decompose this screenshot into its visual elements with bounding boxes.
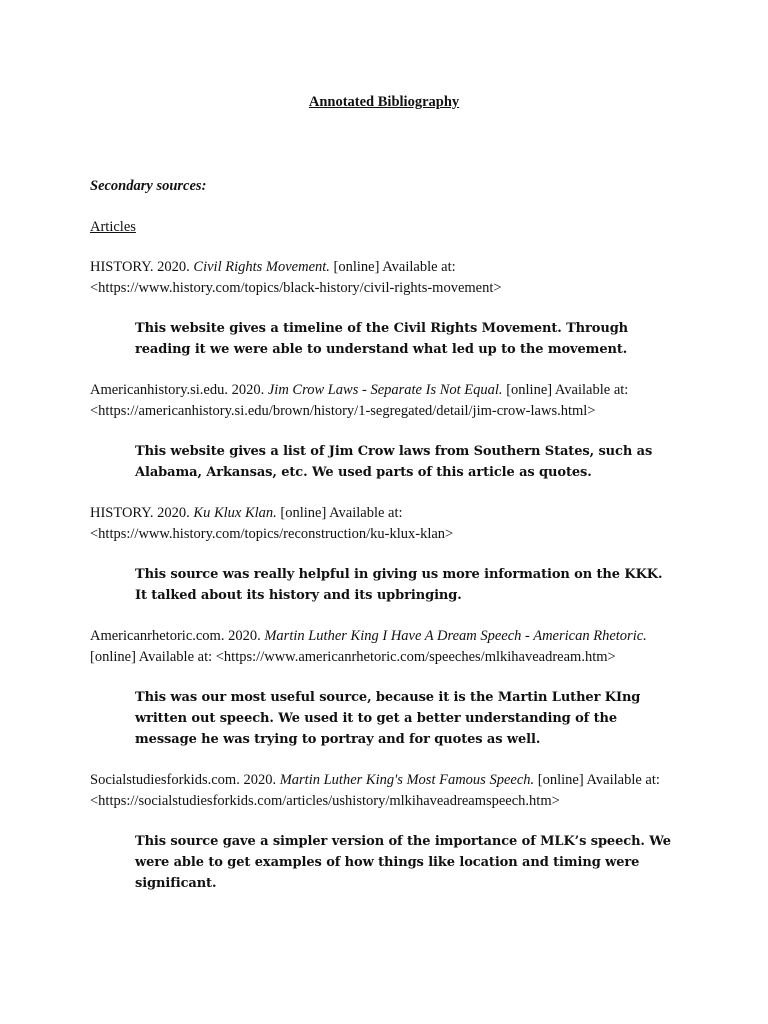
annotation: This was our most useful source, because it is the Martin Luther KIng written out speech. We used it to get a better understanding of the message he was trying to portray and for quotes as well. bbox=[135, 690, 641, 747]
citation-title: Jim Crow Laws - Separate Is Not Equal. bbox=[267, 382, 503, 398]
citation-source: HISTORY. 2020. bbox=[90, 505, 194, 521]
citation-availability: [online] Available at: <https://www.history.com/topics/reconstruction/ku-klux-klan> bbox=[90, 505, 454, 542]
citation-availability: [online] Available at: <https://socialstudiesforkids.com/articles/ushistory/mlkihaveadreamspeech.htm> bbox=[90, 772, 660, 809]
citation-title: Martin Luther King I Have A Dream Speech - American Rhetoric. bbox=[264, 628, 647, 644]
citation-source: Americanhistory.si.edu. 2020. bbox=[90, 382, 268, 398]
subheading-articles: Articles bbox=[90, 219, 136, 235]
annotation: This source was really helpful in giving us more information on the KKK. It talked about its history and its upbringing. bbox=[135, 567, 663, 603]
citation-availability: [online] Available at: <https://www.americanrhetoric.com/speeches/mlkihaveadream.htm> bbox=[90, 649, 616, 665]
bibliography-entries bbox=[90, 257, 678, 894]
bibliography-entry bbox=[90, 626, 678, 750]
document-title: Annotated Bibliography bbox=[308, 94, 460, 110]
annotation: This website gives a list of Jim Crow laws from Southern States, such as Alabama, Arkansas, etc. We used parts of this article as quotes. bbox=[135, 444, 653, 480]
annotation: This source gave a simpler version of the importance of MLK’s speech. We were able to get examples of how things like location and timing were significant. bbox=[135, 834, 671, 891]
bibliography-entry bbox=[90, 380, 678, 483]
citation-availability: [online] Available at: <https://americanhistory.si.edu/brown/history/1-segregated/detail/jim-crow-laws.html> bbox=[90, 382, 629, 419]
citation bbox=[90, 257, 678, 299]
citation-source: HISTORY. 2020. bbox=[90, 259, 194, 275]
citation-availability: [online] Available at: <https://www.history.com/topics/black-history/civil-rights-movement> bbox=[90, 259, 502, 296]
citation-source: Americanrhetoric.com. 2020. bbox=[90, 628, 265, 644]
annotation: This website gives a timeline of the Civil Rights Movement. Through reading it we were able to understand what led up to the movement. bbox=[135, 321, 629, 357]
citation bbox=[90, 626, 678, 668]
citation bbox=[90, 380, 678, 422]
bibliography-entry bbox=[90, 257, 678, 360]
citation-source: Socialstudiesforkids.com. 2020. bbox=[90, 772, 280, 788]
citation-title: Martin Luther King's Most Famous Speech. bbox=[279, 772, 535, 788]
bibliography-entry bbox=[90, 503, 678, 606]
citation-title: Ku Klux Klan. bbox=[193, 505, 277, 521]
citation bbox=[90, 770, 678, 812]
citation-title: Civil Rights Movement. bbox=[193, 259, 330, 275]
citation bbox=[90, 503, 678, 545]
bibliography-entry bbox=[90, 770, 678, 894]
section-heading: Secondary sources: bbox=[90, 178, 207, 194]
